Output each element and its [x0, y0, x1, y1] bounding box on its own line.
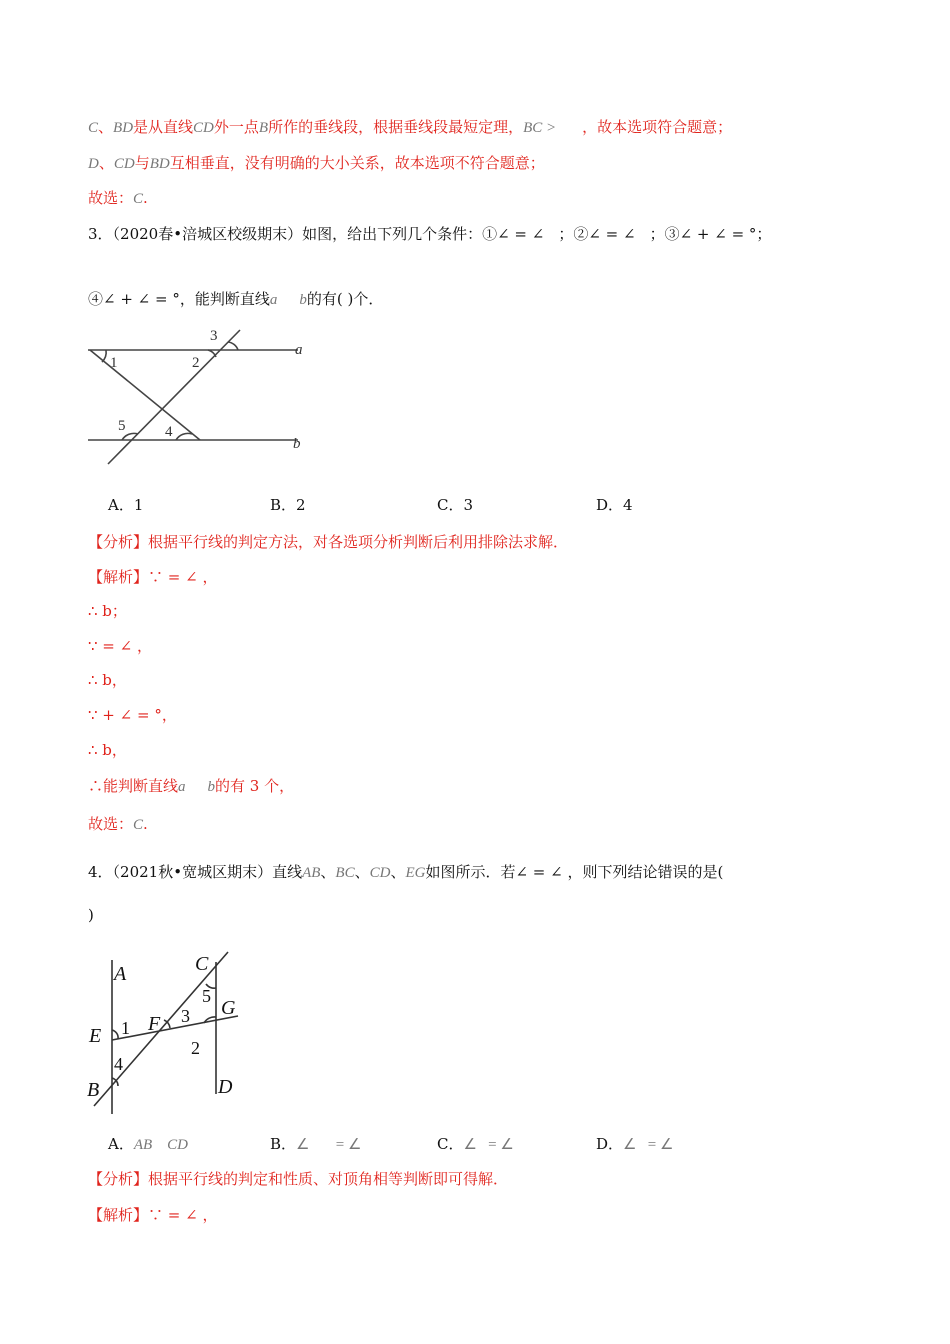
sep: 、 [354, 863, 370, 881]
solution-step: ∵ = ∠ ， [148, 568, 218, 586]
text: 外一点 [213, 118, 259, 136]
question-number: 4． [88, 863, 113, 881]
condition-2: ；②∠ = ∠ [558, 225, 636, 243]
sep: 、 [320, 863, 336, 881]
answer-label: 故选： [88, 189, 134, 207]
text: ，故本选项符合题意； [582, 118, 733, 136]
option-key: D． [596, 496, 624, 514]
sep: 、 [98, 154, 114, 172]
question-stem-cont: 如图所示．若∠ = ∠ ，则下列结论错误的是 [425, 863, 718, 881]
answer-value: C [133, 191, 144, 207]
option-key: B． [270, 1135, 297, 1153]
q3-stem [88, 224, 771, 244]
text: 的有 [306, 290, 337, 308]
point-b: B [87, 1079, 100, 1101]
text: 所作的垂线段，根据垂线段最短定理， [268, 118, 524, 136]
question-stem: （2020春•涪城区校级期末）如图，给出下列几个条件： [112, 225, 483, 243]
q3-answer [88, 814, 148, 835]
line-bc: BC [335, 865, 355, 881]
solution-step: ∴ b， [88, 741, 127, 759]
prev-answer [88, 188, 148, 209]
inequality: BC > [523, 120, 557, 136]
line-b: b [207, 779, 216, 795]
q3-option-a[interactable] [108, 495, 143, 515]
answer-blank: ( ) [336, 290, 354, 308]
angle-label-4: 4 [114, 1054, 123, 1074]
sep: 、 [98, 118, 114, 136]
solution-step: ∴ b； [88, 602, 127, 620]
option-value: 4 [623, 496, 633, 514]
angle-label-3: 3 [181, 1006, 190, 1026]
point-c: C [195, 953, 209, 975]
angle-label-2: 2 [192, 355, 200, 371]
prev-option-c-line [88, 117, 732, 138]
solution-step: ∵ = ∠ ， [88, 637, 152, 655]
angle-label-1: 1 [121, 1018, 130, 1038]
conclusion-tail: 的有 3 个， [215, 777, 295, 795]
question-stem: （2021秋•宽城区期末）直线 [112, 863, 303, 881]
q3-figure [80, 322, 320, 472]
solution-step: ∴ b， [88, 671, 127, 689]
angle-arc-3 [228, 342, 238, 350]
angle-arc-1 [112, 1030, 118, 1039]
point-a: A [114, 963, 127, 985]
q4-stem [88, 862, 723, 883]
condition-1: ①∠ = ∠ [482, 225, 545, 243]
segment-bd: BD [113, 120, 134, 136]
option-c-label: C [88, 120, 99, 136]
angle-arc-2 [208, 350, 216, 357]
q3-option-c[interactable] [437, 495, 473, 515]
paren-close: ) [88, 906, 94, 924]
line-bd: BD [149, 156, 170, 172]
option-key: A． [108, 496, 134, 514]
option-key: A． [108, 1135, 134, 1153]
line-eg [112, 1016, 238, 1040]
point-e: E [89, 1025, 102, 1047]
q4-option-d[interactable] [596, 1134, 673, 1155]
line-label-b: b [293, 436, 301, 452]
line-b: b [299, 292, 307, 308]
solution-tag: 【解析】 [88, 1206, 149, 1224]
angle-label-5: 5 [118, 418, 126, 434]
q3-stem-cont [88, 289, 383, 310]
q3-analysis [88, 532, 568, 552]
period: . [143, 189, 148, 207]
q4-option-a[interactable] [108, 1134, 188, 1155]
option-key: D． [596, 1135, 624, 1153]
question-number: 3． [88, 225, 113, 243]
point-d: D [218, 1076, 233, 1098]
conclusion-text: ∴能判断直线 [88, 777, 179, 795]
q3-solution-line-2 [88, 601, 127, 621]
angle-label-1: 1 [110, 355, 118, 371]
text: 互相垂直，没有明确的大小关系，故本选项不符合题意； [169, 154, 545, 172]
period: . [143, 815, 148, 833]
option-key: C． [437, 496, 464, 514]
sep: 、 [390, 863, 406, 881]
angle-label-5: 5 [202, 986, 211, 1006]
angle-arc-4 [176, 433, 192, 440]
line-ab: AB [302, 865, 321, 881]
text: 个． [353, 290, 384, 308]
solution-step: ∵ = ∠ ， [148, 1206, 218, 1224]
line-a: a [269, 292, 278, 308]
angle-label-3: 3 [210, 328, 218, 344]
q4-option-c[interactable] [437, 1134, 514, 1155]
text: 是从直线 [133, 118, 194, 136]
point-g: G [221, 997, 236, 1019]
line-label-a: a [295, 342, 303, 358]
q4-analysis [88, 1169, 508, 1189]
analysis-text: 根据平行线的判定方法，对各选项分析判断后利用排除法求解． [148, 533, 569, 551]
prev-option-d-line [88, 153, 545, 174]
q3-conclusion [88, 776, 294, 797]
option-d-label: D [88, 156, 99, 172]
answer-label: 故选： [88, 815, 134, 833]
point-f: F [148, 1013, 161, 1035]
q3-option-b[interactable] [270, 495, 306, 515]
q3-solution-line-6 [88, 740, 127, 760]
q3-solution-line-3 [88, 636, 152, 656]
option-value: 3 [463, 496, 474, 514]
analysis-tag: 【分析】 [88, 533, 149, 551]
option-key: C． [437, 1135, 464, 1153]
q4-option-b[interactable] [270, 1134, 361, 1155]
option-key: B． [270, 496, 297, 514]
option-value: 2 [296, 496, 306, 514]
analysis-tag: 【分析】 [88, 1170, 149, 1188]
point-b: B [258, 120, 269, 136]
option-value: AB CD [133, 1137, 189, 1153]
q3-option-d[interactable] [596, 495, 633, 515]
q4-solution-line-1 [88, 1205, 217, 1225]
analysis-text: 根据平行线的判定和性质、对顶角相等判断即可得解． [148, 1170, 509, 1188]
text: 与 [134, 154, 150, 172]
option-value: ∠ = ∠ [623, 1137, 674, 1153]
angle-arc-1 [102, 350, 106, 362]
solution-tag: 【解析】 [88, 568, 149, 586]
line-cd: CD [193, 120, 214, 136]
line-cd: CD [113, 156, 135, 172]
q4-figure [84, 944, 254, 1116]
line-a: a [178, 779, 186, 795]
option-value: ∠ = ∠ [296, 1137, 362, 1153]
condition-3: ；③∠ + ∠ = °； [649, 225, 772, 243]
solution-step: ∵ + ∠ = °， [88, 706, 177, 724]
q4-paren-close [88, 905, 94, 925]
line-cd: CD [369, 865, 391, 881]
condition-4: ④∠ + ∠ = °，能判断直线 [88, 290, 270, 308]
angle-label-4: 4 [165, 424, 173, 440]
q3-solution-line-4 [88, 670, 127, 690]
q3-solution-line-1 [88, 567, 217, 587]
option-value: ∠ = ∠ [463, 1137, 514, 1153]
option-value: 1 [133, 496, 144, 514]
q3-solution-line-5 [88, 705, 177, 725]
answer-value: C [133, 817, 144, 833]
angle-label-2: 2 [191, 1038, 200, 1058]
line-eg: EG [405, 865, 426, 881]
paren-open: ( [717, 863, 724, 881]
